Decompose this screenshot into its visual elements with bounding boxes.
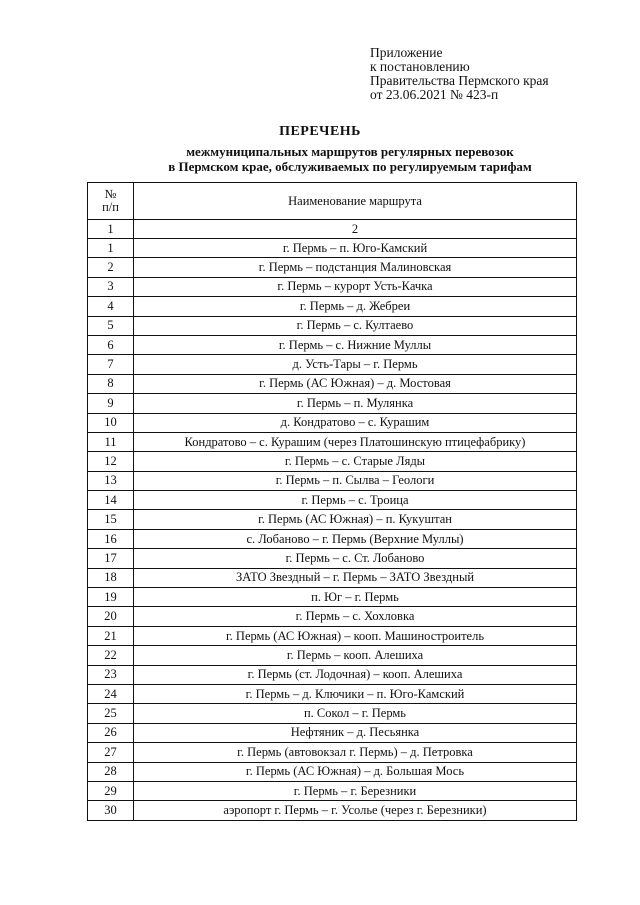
table-row (88, 510, 577, 529)
route-number-cell: 12 (88, 452, 134, 471)
table-row (88, 743, 577, 762)
route-name-cell: г. Пермь (АС Южная) – д. Мостовая (134, 374, 577, 393)
route-name-cell: г. Пермь – с. Култаево (134, 316, 577, 335)
route-number-cell: 23 (88, 665, 134, 684)
route-number-cell: 4 (88, 297, 134, 316)
route-name-cell: г. Пермь – д. Ключики – п. Юго-Камский (134, 684, 577, 703)
route-number-cell: 26 (88, 723, 134, 742)
table-row (88, 413, 577, 432)
table-row (88, 588, 577, 607)
route-number-cell: 22 (88, 646, 134, 665)
table-row (88, 258, 577, 277)
appendix-line: к постановлению (370, 59, 470, 74)
column-index-cell: 2 (134, 220, 577, 239)
route-name-cell: г. Пермь – д. Жебреи (134, 297, 577, 316)
route-name-cell: г. Пермь – п. Мулянка (134, 394, 577, 413)
subtitle-line: межмуниципальных маршрутов регулярных перевозок (186, 144, 514, 159)
route-name-cell: г. Пермь – с. Хохловка (134, 607, 577, 626)
route-name-cell: г. Пермь (АС Южная) – кооп. Машиностроитель (134, 626, 577, 645)
table-header-row (88, 183, 577, 220)
route-name-cell: г. Пермь – с. Троица (134, 491, 577, 510)
header-num-sign: № (104, 187, 117, 201)
route-name-cell: д. Кондратово – с. Курашим (134, 413, 577, 432)
table-row (88, 723, 577, 742)
table-row (88, 665, 577, 684)
table-row (88, 568, 577, 587)
appendix-block (370, 46, 549, 102)
table-row (88, 394, 577, 413)
route-name-cell: г. Пермь – кооп. Алешиха (134, 646, 577, 665)
table-row (88, 297, 577, 316)
route-number-cell: 29 (88, 781, 134, 800)
route-name-cell: п. Юг – г. Пермь (134, 588, 577, 607)
appendix-line: Приложение (370, 45, 443, 60)
table-row (88, 801, 577, 820)
column-index-row (88, 220, 577, 239)
route-name-cell: г. Пермь (АС Южная) – п. Кукуштан (134, 510, 577, 529)
table-row (88, 374, 577, 393)
table-row (88, 316, 577, 335)
route-number-cell: 2 (88, 258, 134, 277)
route-name-cell: Кондратово – с. Курашим (через Платошинскую птицефабрику) (134, 432, 577, 451)
route-name-cell: г. Пермь – с. Ст. Лобаново (134, 549, 577, 568)
column-index-cell: 1 (88, 220, 134, 239)
subtitle-line: в Пермском крае, обслуживаемых по регулируемым тарифам (168, 159, 532, 174)
table-row (88, 781, 577, 800)
route-number-cell: 11 (88, 432, 134, 451)
table-row (88, 607, 577, 626)
route-name-cell: г. Пермь – п. Сылва – Геологи (134, 471, 577, 490)
document-title: ПЕРЕЧЕНЬ (279, 124, 361, 139)
route-number-cell: 15 (88, 510, 134, 529)
route-name-cell: г. Пермь – с. Старые Ляды (134, 452, 577, 471)
header-num-pp: п/п (102, 200, 119, 214)
route-number-cell: 14 (88, 491, 134, 510)
route-name-cell: ЗАТО Звездный – г. Пермь – ЗАТО Звездный (134, 568, 577, 587)
route-name-cell: Нефтяник – д. Песьянка (134, 723, 577, 742)
route-name-cell: п. Сокол – г. Пермь (134, 704, 577, 723)
route-number-cell: 18 (88, 568, 134, 587)
route-name-cell: г. Пермь (автовокзал г. Пермь) – д. Петровка (134, 743, 577, 762)
route-name-cell: г. Пермь (ст. Лодочная) – кооп. Алешиха (134, 665, 577, 684)
table-row (88, 277, 577, 296)
route-number-cell: 7 (88, 355, 134, 374)
routes-table (87, 182, 577, 821)
route-number-cell: 28 (88, 762, 134, 781)
table-row (88, 549, 577, 568)
route-name-cell: г. Пермь – г. Березники (134, 781, 577, 800)
route-number-cell: 30 (88, 801, 134, 820)
table-row (88, 684, 577, 703)
table-row (88, 335, 577, 354)
table-row (88, 646, 577, 665)
route-number-cell: 9 (88, 394, 134, 413)
column-header-number (88, 183, 134, 220)
route-number-cell: 16 (88, 529, 134, 548)
route-number-cell: 1 (88, 239, 134, 258)
table-row (88, 491, 577, 510)
table-row (88, 762, 577, 781)
route-number-cell: 21 (88, 626, 134, 645)
column-header-route-name: Наименование маршрута (134, 183, 577, 220)
route-number-cell: 13 (88, 471, 134, 490)
route-number-cell: 24 (88, 684, 134, 703)
route-name-cell: аэропорт г. Пермь – г. Усолье (через г. Березники) (134, 801, 577, 820)
route-name-cell: д. Усть-Тары – г. Пермь (134, 355, 577, 374)
table-row (88, 452, 577, 471)
route-name-cell: г. Пермь – подстанция Малиновская (134, 258, 577, 277)
route-number-cell: 3 (88, 277, 134, 296)
route-name-cell: с. Лобаново – г. Пермь (Верхние Муллы) (134, 529, 577, 548)
route-name-cell: г. Пермь (АС Южная) – д. Большая Мось (134, 762, 577, 781)
route-number-cell: 10 (88, 413, 134, 432)
route-number-cell: 6 (88, 335, 134, 354)
table-row (88, 626, 577, 645)
route-number-cell: 8 (88, 374, 134, 393)
route-name-cell: г. Пермь – с. Нижние Муллы (134, 335, 577, 354)
route-number-cell: 27 (88, 743, 134, 762)
route-name-cell: г. Пермь – курорт Усть-Качка (134, 277, 577, 296)
document-subtitle (60, 144, 640, 174)
appendix-line: от 23.06.2021 № 423-п (370, 87, 499, 102)
appendix-line: Правительства Пермского края (370, 73, 549, 88)
table-row (88, 529, 577, 548)
table-row (88, 704, 577, 723)
table-row (88, 432, 577, 451)
route-number-cell: 5 (88, 316, 134, 335)
route-number-cell: 20 (88, 607, 134, 626)
route-number-cell: 25 (88, 704, 134, 723)
table-row (88, 239, 577, 258)
route-number-cell: 17 (88, 549, 134, 568)
route-number-cell: 19 (88, 588, 134, 607)
route-name-cell: г. Пермь – п. Юго-Камский (134, 239, 577, 258)
table-row (88, 355, 577, 374)
table-row (88, 471, 577, 490)
